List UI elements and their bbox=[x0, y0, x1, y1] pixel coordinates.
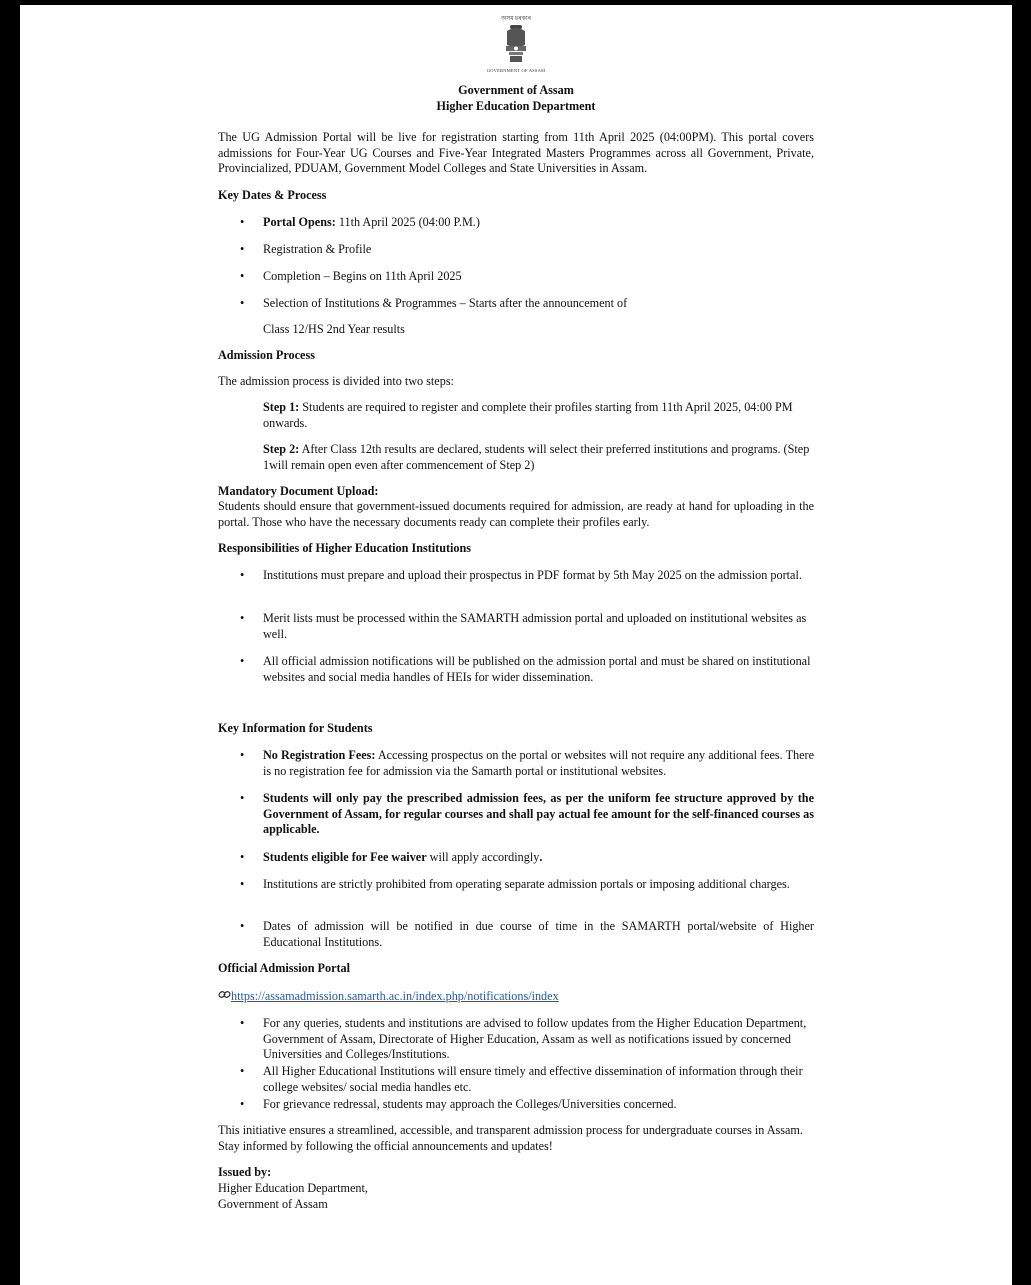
bullet: • bbox=[240, 269, 245, 283]
bullet: • bbox=[240, 748, 245, 762]
bullet: • bbox=[240, 919, 245, 933]
bullet: • bbox=[240, 1097, 245, 1111]
key-info-item: Dates of admission will be notified in due course of time in the SAMARTH portal/website of Higher Educational Institutions. bbox=[263, 919, 814, 949]
key-info-title: Key Information for Students bbox=[218, 721, 373, 735]
key-info-item: Students will only pay the prescribed admission fees, as per the uniform fee structure approved by the Government of Assam, for regular courses and shall pay actual fee amount for the self-financed courses as applicable. bbox=[263, 791, 814, 837]
portal-item: For grievance redressal, students may approach the Colleges/Universities concerned. bbox=[263, 1097, 677, 1111]
key-info-item: Institutions are strictly prohibited from operating separate admission portals or imposing additional charges. bbox=[263, 877, 790, 891]
bullet: • bbox=[240, 1064, 245, 1078]
bullet: • bbox=[240, 296, 245, 310]
bullet: • bbox=[240, 568, 245, 582]
key-info-item: No Registration Fees: Accessing prospectus on the portal or websites will not require any additional fees. There is no registration fee for admission via the Samarth portal or institutional websites. bbox=[263, 748, 814, 778]
key-dates-title: Key Dates & Process bbox=[218, 188, 327, 202]
responsibility-item: Institutions must prepare and upload their prospectus in PDF format by 5th May 2025 on the admission portal. bbox=[263, 568, 802, 582]
step-2: Step 2: After Class 12th results are declared, students will select their preferred institutions and programs. (Step 1will remain open even after commencement of Step 2) bbox=[263, 442, 810, 472]
emblem-top-text: অসম চৰকাৰ bbox=[501, 16, 531, 22]
portal-item: All Higher Educational Institutions will ensure timely and effective dissemination of information through their college websites/ social media handles etc. bbox=[263, 1064, 803, 1094]
portal-item: For any queries, students and institutions are advised to follow updates from the Higher Education Department, Government of Assam, Directorate of Higher Education, Assam as well as notifications issued by concerned Universities and Colleges/Institutions. bbox=[263, 1016, 807, 1062]
header-line-1: Government of Assam bbox=[458, 83, 574, 97]
key-date-item: Selection of Institutions & Programmes – Starts after the announcement of bbox=[263, 296, 628, 310]
mandatory-text: Students should ensure that government-issued documents required for admission, are ready at hand for uploading in the portal. Those who have the necessary documents ready can complete their profiles early. bbox=[218, 499, 814, 529]
key-info-item: Students eligible for Fee waiver will apply accordingly. bbox=[263, 850, 543, 864]
bullet: • bbox=[240, 877, 245, 891]
issued-line-1: Higher Education Department, bbox=[218, 1181, 368, 1195]
key-date-item: Portal Opens: 11th April 2025 (04:00 P.M.) bbox=[263, 215, 480, 229]
issued-label: Issued by: bbox=[218, 1165, 272, 1179]
portal-url-link[interactable]: https://assamadmission.samarth.ac.in/index.php/notifications/index bbox=[231, 989, 559, 1003]
bullet: • bbox=[240, 215, 245, 229]
key-date-item: Completion – Begins on 11th April 2025 bbox=[263, 269, 462, 283]
intro-paragraph: The UG Admission Portal will be live for registration starting from 11th April 2025 (04:00PM). This portal covers admissions for Four-Year UG Courses and Five-Year Integrated Masters Programmes across all Government, Private, Provincialized, PDUAM, Government Model Colleges and State Universities in Assam. bbox=[218, 130, 814, 176]
issued-line-2: Government of Assam bbox=[218, 1197, 328, 1211]
bullet: • bbox=[240, 611, 245, 625]
bullet: • bbox=[240, 850, 245, 864]
responsibilities-title: Responsibilities of Higher Education Institutions bbox=[218, 541, 472, 555]
admission-process-title: Admission Process bbox=[218, 348, 315, 362]
bullet: • bbox=[240, 654, 245, 668]
key-date-item: Registration & Profile bbox=[263, 242, 372, 256]
header-line-2: Higher Education Department bbox=[436, 99, 596, 113]
document-page bbox=[20, 5, 1012, 1285]
responsibility-item: All official admission notifications will be published on the admission portal and must be shared on institutional websites and social media handles of HEIs for wider dissemination. bbox=[263, 654, 811, 684]
responsibility-item: Merit lists must be processed within the SAMARTH admission portal and uploaded on institutional websites as well. bbox=[263, 611, 807, 641]
portal-title: Official Admission Portal bbox=[218, 961, 351, 975]
bullet: • bbox=[240, 1016, 245, 1030]
link-icon bbox=[218, 989, 231, 1005]
bullet: • bbox=[240, 791, 245, 805]
admission-process-intro: The admission process is divided into two steps: bbox=[218, 374, 454, 388]
key-date-continuation: Class 12/HS 2nd Year results bbox=[263, 322, 405, 336]
mandatory-title: Mandatory Document Upload: bbox=[218, 484, 379, 498]
step-1: Step 1: Students are required to register and complete their profiles starting from 11th April 2025, 04:00 PM onwards. bbox=[263, 400, 793, 430]
closing-paragraph: This initiative ensures a streamlined, accessible, and transparent admission process for undergraduate courses in Assam. Stay informed by following the official announcements and updates! bbox=[218, 1123, 803, 1153]
lion-capital-icon bbox=[501, 23, 531, 63]
assam-emblem bbox=[481, 15, 551, 77]
emblem-bottom-text: GOVERNMENT OF ASSAM bbox=[486, 67, 546, 73]
portal-link-row bbox=[218, 989, 814, 1005]
bullet: • bbox=[240, 242, 245, 256]
